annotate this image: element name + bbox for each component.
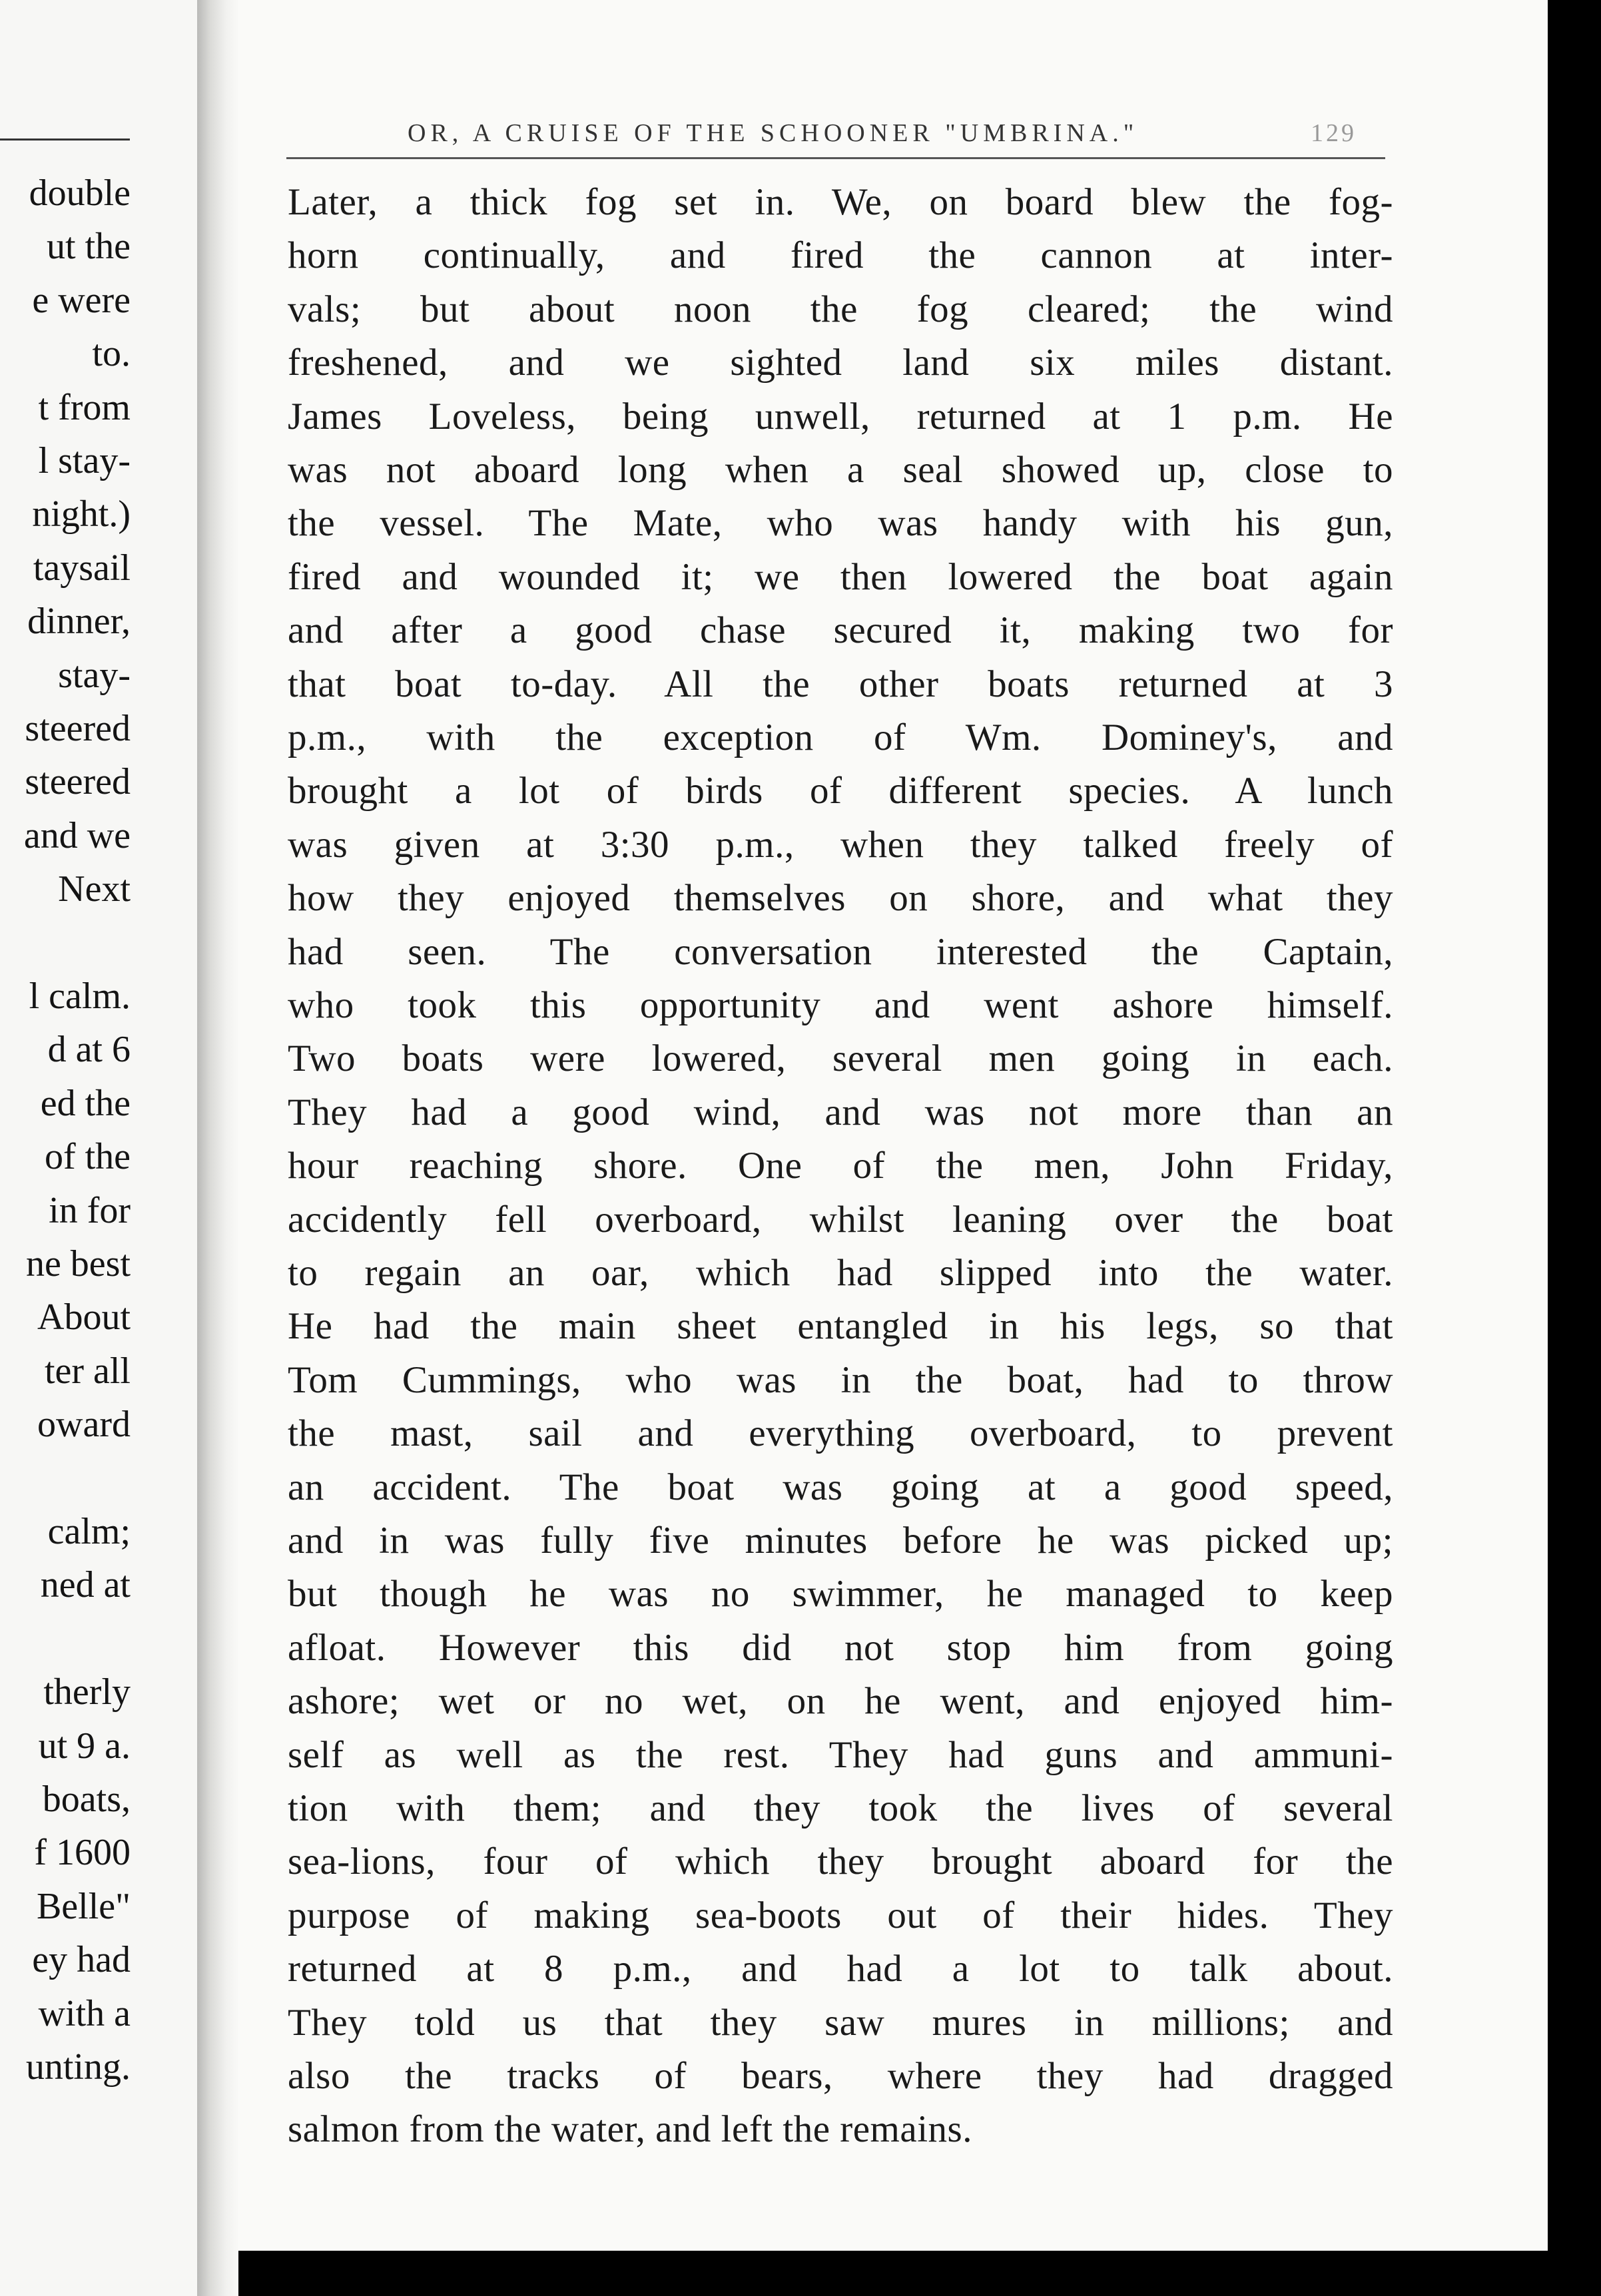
body-line: They told us that they saw mures in millions; and bbox=[288, 2001, 1393, 2044]
left-page-line: Belle" bbox=[36, 1885, 131, 1927]
body-line: He had the main sheet entangled in his legs, so that bbox=[288, 1305, 1393, 1348]
body-line: that boat to-day. All the other boats returned at 3 bbox=[288, 663, 1393, 705]
left-page-line: calm; bbox=[47, 1511, 131, 1552]
page-number: 129 bbox=[1311, 119, 1357, 147]
body-line: the mast, sail and everything overboard, to prevent bbox=[288, 1412, 1393, 1455]
body-line: sea-lions, four of which they brought aboard for the bbox=[288, 1841, 1393, 1883]
body-line: and after a good chase secured it, making two for bbox=[288, 609, 1393, 652]
body-line: afloat. However this did not stop him from going bbox=[288, 1626, 1393, 1669]
body-line: tion with them; and they took the lives of several bbox=[288, 1787, 1393, 1829]
body-line: was given at 3:30 p.m., when they talked freely of bbox=[288, 823, 1393, 866]
body-line: accidently fell overboard, whilst leaning over the boat bbox=[288, 1198, 1393, 1241]
body-line: had seen. The conversation interested the Captain, bbox=[288, 930, 1393, 973]
left-page-line: steered bbox=[25, 708, 131, 749]
left-page-line: l calm. bbox=[29, 976, 131, 1017]
left-page-line: l stay- bbox=[38, 440, 131, 481]
left-page-line: ut the bbox=[47, 226, 131, 268]
body-line: an accident. The boat was going at a good speed, bbox=[288, 1466, 1393, 1508]
left-page-line: in for bbox=[49, 1189, 131, 1231]
body-line: Tom Cummings, who was in the boat, had to throw bbox=[288, 1358, 1393, 1401]
body-line: how they enjoyed themselves on shore, and what they bbox=[288, 877, 1393, 920]
body-line: fired and wounded it; we then lowered the boat again bbox=[288, 555, 1393, 598]
left-page-line: oward bbox=[37, 1404, 131, 1446]
body-line: the vessel. The Mate, who was handy with his gun, bbox=[288, 502, 1393, 545]
body-line: James Loveless, being unwell, returned at 1 p.m. He bbox=[288, 395, 1393, 437]
left-page-line: ey had bbox=[32, 1939, 131, 1981]
body-line: vals; but about noon the fog cleared; the wind bbox=[288, 288, 1393, 330]
left-page-line: with a bbox=[38, 1992, 131, 2034]
left-page-line: ed the bbox=[40, 1082, 131, 1124]
left-page-line: d at 6 bbox=[47, 1029, 131, 1071]
body-line: self as well as the rest. They had guns and ammuni- bbox=[288, 1733, 1393, 1776]
left-page-line: therly bbox=[43, 1671, 131, 1713]
left-page-line: double bbox=[29, 172, 131, 214]
left-page-rule bbox=[0, 139, 130, 141]
left-page-line: dinner, bbox=[27, 601, 131, 643]
book-gutter bbox=[197, 0, 238, 2296]
left-page-line: ne best bbox=[25, 1243, 131, 1285]
left-page-line: steered bbox=[25, 761, 131, 803]
left-page-line: of the bbox=[44, 1136, 131, 1178]
left-page-line: About bbox=[37, 1296, 131, 1338]
body-line: to regain an oar, which had slipped into the water. bbox=[288, 1252, 1393, 1294]
body-line: hour reaching shore. One of the men, John Friday, bbox=[288, 1145, 1393, 1187]
left-page-line: Next bbox=[58, 868, 131, 910]
running-head: OR, A CRUISE OF THE SCHOONER "UMBRINA." bbox=[408, 119, 1139, 147]
body-line: ashore; wet or no wet, on he went, and enjoyed him- bbox=[288, 1680, 1393, 1723]
body-line: and in was fully five minutes before he was picked up; bbox=[288, 1520, 1393, 1562]
left-page-line: ned at bbox=[40, 1564, 131, 1606]
body-line: purpose of making sea-boots out of their hides. They bbox=[288, 1894, 1393, 1936]
body-line: but though he was no swimmer, he managed to keep bbox=[288, 1573, 1393, 1615]
body-line: who took this opportunity and went ashore himself. bbox=[288, 984, 1393, 1026]
left-page-line: boats, bbox=[42, 1779, 131, 1820]
left-page-line: ut 9 a. bbox=[38, 1725, 131, 1767]
body-line: horn continually, and fired the cannon at inter- bbox=[288, 234, 1393, 277]
body-line: was not aboard long when a seal showed up, close to bbox=[288, 449, 1393, 491]
left-page-line: stay- bbox=[58, 654, 131, 696]
left-page bbox=[0, 0, 197, 2296]
body-line: They had a good wind, and was not more than an bbox=[288, 1091, 1393, 1133]
left-page-line: f 1600 bbox=[34, 1832, 131, 1874]
left-page-line: taysail bbox=[33, 547, 131, 589]
body-line: brought a lot of birds of different species. A lunch bbox=[288, 770, 1393, 812]
body-line: also the tracks of bears, where they had dragged bbox=[288, 2055, 1393, 2097]
body-line: Two boats were lowered, several men going in each. bbox=[288, 1037, 1393, 1080]
left-page-line: unting. bbox=[25, 2046, 131, 2088]
body-line: Later, a thick fog set in. We, on board blew the fog- bbox=[288, 181, 1393, 223]
body-line: returned at 8 p.m., and had a lot to talk about. bbox=[288, 1948, 1393, 1990]
left-page-line: and we bbox=[23, 814, 131, 856]
body-line: p.m., with the exception of Wm. Dominey's, and bbox=[288, 717, 1393, 758]
left-page-line: ter all bbox=[44, 1350, 131, 1392]
left-page-line: to. bbox=[92, 333, 131, 375]
body-line: salmon from the water, and left the remains. bbox=[288, 2108, 972, 2151]
header-rule bbox=[286, 157, 1385, 159]
left-page-line: e were bbox=[32, 279, 131, 321]
body-line: freshened, and we sighted land six miles distant. bbox=[288, 342, 1393, 384]
left-page-line: night.) bbox=[32, 493, 131, 535]
left-page-line: t from bbox=[38, 386, 131, 428]
